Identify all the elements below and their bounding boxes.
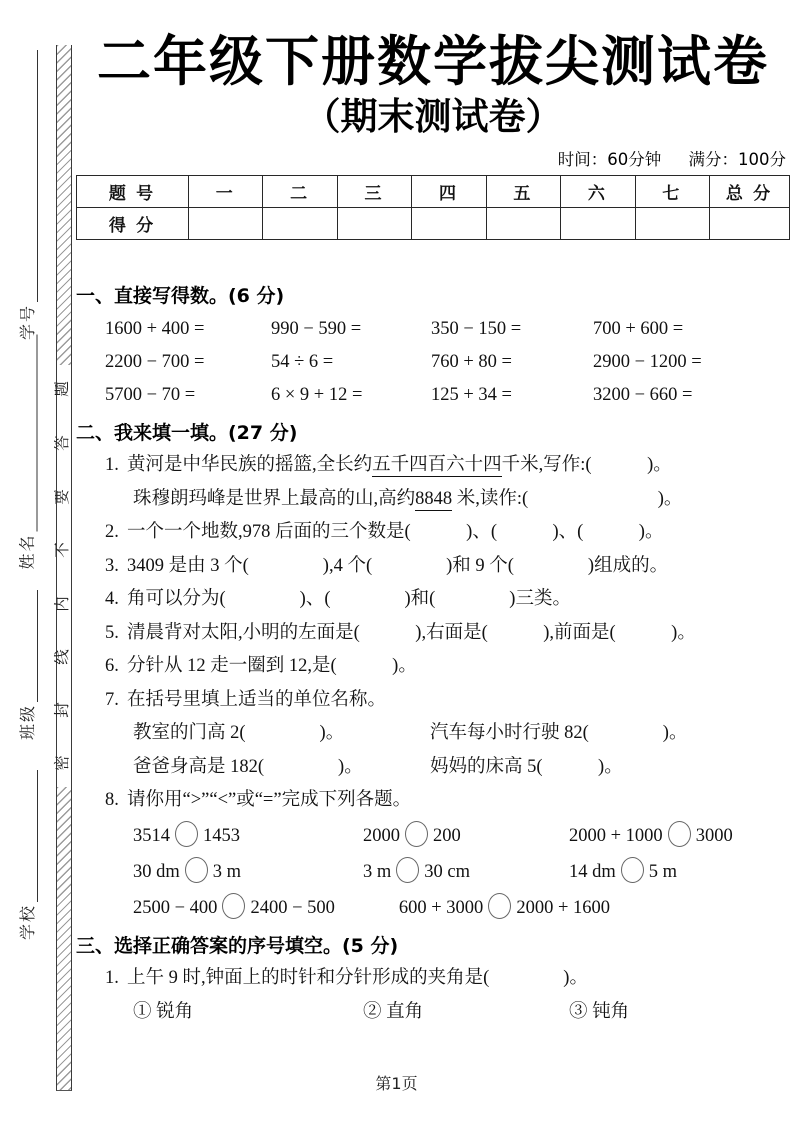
hatch-pattern-bottom — [57, 787, 71, 1090]
calc-problem: 3200 − 660 = — [593, 385, 693, 406]
score-table-col: 六 — [561, 176, 635, 208]
score-cell-empty — [263, 208, 337, 240]
option-3: ③ 钝角 — [569, 1002, 630, 1023]
comparison-circle — [222, 893, 245, 919]
name-write-line — [22, 335, 38, 532]
student-id-write-line — [22, 50, 38, 302]
question-number: 6. — [105, 656, 119, 677]
comparison-circle — [668, 821, 691, 847]
question-2-1-line1 — [76, 449, 790, 483]
page-title: 二年级下册数学拔尖测试卷 — [97, 30, 769, 93]
comparison-row-1 — [76, 818, 790, 854]
score-table-score-row — [77, 208, 790, 240]
score-cell-empty — [412, 208, 486, 240]
question-number: 3. — [105, 555, 119, 576]
left-value: 30 dm — [133, 861, 180, 882]
seal-text-char: 线 — [54, 649, 71, 665]
question-2-7-blanks-row2 — [76, 751, 790, 785]
right-value: 3000 — [695, 825, 733, 846]
unit-blank: 汽车每小时行驶 82( )。 — [430, 723, 688, 744]
comparison-item — [569, 818, 790, 854]
comparison-item — [399, 890, 610, 926]
question-2-5 — [76, 617, 790, 651]
calc-problem: 2900 − 1200 = — [593, 352, 702, 373]
calc-problem: 6 × 9 + 12 = — [271, 385, 363, 406]
question-2-2 — [76, 516, 790, 550]
section-1-title: 一、直接写得数。(6 分) — [76, 285, 285, 308]
time-limit: 时间：60分钟 — [557, 150, 662, 170]
name-field — [18, 335, 38, 570]
calc-problem: 125 + 34 = — [431, 385, 512, 406]
question-text: 分针从 12 走一圈到 12,是( )。 — [127, 656, 417, 677]
section-1-problems — [76, 313, 790, 412]
unit-blank: 教室的门高 2( )。 — [133, 723, 345, 744]
question-2-4 — [76, 583, 790, 617]
option-2: ② 直角 — [363, 1002, 424, 1023]
calc-problem: 54 ÷ 6 = — [271, 352, 334, 373]
seal-text-char: 密 — [54, 755, 71, 771]
question-number: 1. — [105, 967, 119, 988]
question-text: 在括号里填上适当的单位名称。 — [127, 689, 387, 710]
option-1: ① 锐角 — [133, 1002, 194, 1023]
question-number: 7. — [105, 689, 119, 710]
seal-text-char: 内 — [54, 596, 71, 612]
score-cell-empty — [189, 208, 263, 240]
calc-problem: 350 − 150 = — [431, 319, 522, 340]
seal-text-char: 题 — [54, 381, 71, 397]
right-value: 200 — [433, 825, 461, 846]
right-value: 5 m — [648, 861, 678, 882]
comparison-circle — [396, 857, 419, 883]
underlined-number-words: 五千四百六十四 — [372, 455, 502, 476]
score-table-col: 二 — [263, 176, 337, 208]
school-field — [18, 770, 38, 940]
score-row-label: 得 分 — [77, 208, 189, 240]
score-cell-empty — [561, 208, 635, 240]
class-field — [18, 590, 38, 740]
seal-text-char: 封 — [54, 702, 71, 718]
comparison-item — [133, 818, 363, 854]
comparison-item — [133, 890, 335, 926]
score-table-header-row — [77, 176, 790, 208]
question-text: 珠穆朗玛峰是世界上最高的山,高约 — [133, 488, 416, 509]
comparison-row-3 — [76, 890, 790, 926]
right-value: 2400 − 500 — [250, 897, 335, 918]
left-value: 600 + 3000 — [398, 897, 484, 918]
comparison-item — [133, 854, 363, 890]
left-value: 14 dm — [569, 861, 616, 882]
score-table — [76, 175, 790, 240]
page-number: 第1页 — [375, 1074, 418, 1093]
question-2-1-line2 — [76, 483, 790, 517]
score-cell-empty — [486, 208, 560, 240]
underlined-number: 8848 — [415, 488, 453, 509]
score-table-corner: 题 号 — [77, 176, 189, 208]
question-number: 1. — [105, 455, 119, 476]
student-id-label: 学号 — [20, 303, 37, 340]
question-text: 黄河是中华民族的摇篮,全长约 — [127, 455, 373, 476]
left-value: 3 m — [363, 861, 392, 882]
score-table-col: 四 — [412, 176, 486, 208]
calc-problem: 990 − 590 = — [271, 319, 362, 340]
question-number: 5. — [105, 622, 119, 643]
question-text: 千米,写作:( )。 — [501, 455, 672, 476]
question-3-1-options — [76, 995, 790, 1030]
question-2-7-blanks-row1 — [76, 717, 790, 751]
calc-problem: 1600 + 400 = — [105, 319, 205, 340]
score-table-col: 三 — [337, 176, 411, 208]
section-3-title: 三、选择正确答案的序号填空。(5 分) — [76, 934, 399, 957]
page-subtitle: （期末测试卷） — [303, 94, 563, 138]
seal-text-char: 不 — [54, 542, 71, 558]
calc-problem: 5700 − 70 = — [105, 385, 196, 406]
question-text: 一个一个地数,978 后面的三个数是( )、( )、( )。 — [127, 522, 664, 543]
right-value: 2000 + 1600 — [516, 897, 610, 918]
score-cell-empty — [337, 208, 411, 240]
question-2-8 — [76, 784, 790, 818]
question-2-3 — [76, 550, 790, 584]
score-table-col: 一 — [189, 176, 263, 208]
question-number: 4. — [105, 589, 119, 610]
question-text: 3409 是由 3 个( ),4 个( )和 9 个( )组成的。 — [127, 555, 669, 576]
score-table-col: 五 — [486, 176, 560, 208]
exam-meta — [76, 146, 790, 170]
calc-problem: 2200 − 700 = — [105, 352, 205, 373]
class-label: 班级 — [20, 703, 37, 740]
comparison-item — [569, 854, 790, 890]
score-table-col: 总 分 — [710, 176, 790, 208]
school-label: 学校 — [20, 903, 37, 940]
section-2-title: 二、我来填一填。(27 分) — [76, 422, 298, 445]
question-text: 米,读作:( )。 — [452, 488, 683, 509]
score-cell-empty — [635, 208, 709, 240]
question-2-7 — [76, 684, 790, 718]
comparison-item — [363, 818, 569, 854]
hatch-pattern-top — [57, 45, 71, 365]
full-score: 满分：100分 — [688, 150, 786, 170]
question-text: 清晨背对太阳,小明的左面是( ),右面是( ),前面是( )。 — [127, 622, 696, 643]
name-label: 姓名 — [19, 533, 37, 570]
question-text: 角可以分为( )、( )和( )三类。 — [127, 589, 571, 610]
right-value: 30 cm — [424, 861, 470, 882]
calc-problem: 700 + 600 = — [593, 319, 684, 340]
seal-line-strip — [56, 45, 72, 1091]
left-value: 3514 — [133, 825, 170, 846]
exam-page — [76, 0, 790, 1030]
left-value: 2500 − 400 — [133, 897, 218, 918]
seal-text-char: 要 — [54, 489, 71, 505]
comparison-circle — [405, 821, 428, 847]
question-2-6 — [76, 650, 790, 684]
comparison-circle — [175, 821, 198, 847]
question-text: 上午 9 时,钟面上的时针和分针形成的夹角是( )。 — [127, 967, 588, 988]
unit-blank: 妈妈的床高 5( )。 — [430, 756, 623, 777]
score-cell-empty — [710, 208, 790, 240]
right-value: 3 m — [212, 861, 242, 882]
right-value: 1453 — [203, 825, 240, 846]
comparison-circle — [488, 893, 511, 919]
question-number: 8. — [105, 790, 119, 811]
comparison-item — [363, 854, 569, 890]
left-value: 2000 — [363, 825, 400, 846]
class-write-line — [22, 590, 38, 702]
left-value: 2000 + 1000 — [569, 825, 663, 846]
comparison-row-2 — [76, 854, 790, 890]
calc-problem: 760 + 80 = — [431, 352, 512, 373]
comparison-circle — [621, 857, 644, 883]
comparison-circle — [185, 857, 208, 883]
unit-blank: 爸爸身高是 182( )。 — [133, 756, 363, 777]
seal-text-char: 答 — [54, 435, 71, 451]
score-table-col: 七 — [635, 176, 709, 208]
question-text: 请你用“>”“<”或“=”完成下列各题。 — [127, 790, 412, 811]
school-write-line — [22, 770, 38, 902]
question-3-1 — [76, 962, 790, 996]
student-id-field — [18, 50, 38, 340]
question-number: 2. — [105, 522, 119, 543]
